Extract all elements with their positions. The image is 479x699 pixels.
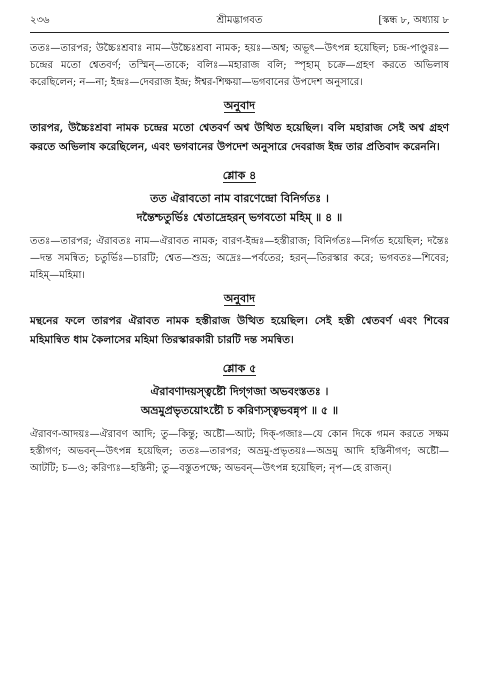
translation-heading: [30, 97, 449, 115]
translation-verse-4: মন্থনের ফলে তারপর ঐরাবত নামক হস্তীরাজ উত্থিত হয়েছিল। সেই হস্তী শ্বেতবর্ণ এবং শিবের মহিমান্বিত ধাম কৈলাসের মহিমা তিরস্কারকারী চারটি দন্ত সমন্বিত।: [30, 315, 449, 346]
verse-line: অভ্রমুপ্রভৃতয়োঽষ্টৌ চ করিণ্যস্ত্বভবন্নৃপ ॥ ৫ ॥: [140, 404, 339, 417]
translation-heading-text: অনুবাদ: [223, 99, 256, 112]
verse-4: [30, 189, 449, 227]
synonyms-verse-5: ঐরাবণ-আদয়ঃ—ঐরাবণ আদি; তু—কিন্তু; অষ্টৌ—আট; দিক্-গজাঃ—যে কোন দিকে গমন করতে সক্ষম হস্তীগণ; অভবন্—উৎপন্ন হয়েছিল; ততঃ—তারপর; অভ্রমু-প্রভৃতয়ঃ—অভ্রমু আদি হস্তিনীগণ; অষ্টৌ—আটটি; চ—ও; করিণ্যঃ—হস্তিনী; তু—বস্তুতপক্ষে; অভবন্—উৎপন্ন হয়েছিল; নৃপ—হে রাজন্।: [30, 429, 449, 474]
synonyms-verse-3: ততঃ—তারপর; উচ্চৈঃশ্রবাঃ নাম—উচ্চৈঃশ্রবা নামক; হয়ঃ—অশ্ব; অভূৎ—উৎপন্ন হয়েছিল; চন্দ্র-পাণ্ডুরঃ—চন্দ্রের মতো শ্বেতবর্ণ; তস্মিন্—তাকে; বলিঃ—মহারাজ বলি; স্পৃহাম্ চক্রে—গ্রহণ করতে অভিলাষ করেছিলেন; ন—না; ইন্দ্রঃ—দেবরাজ ইন্দ্র; ঈশ্বর-শিক্ষয়া—ভগবানের উপদেশ অনুসারে।: [30, 43, 449, 88]
verse-5: [30, 382, 449, 420]
book-title: শ্রীমদ্ভাগবত: [216, 15, 263, 26]
verse-line: ঐরাবণাদয়স্ত্বষ্টৌ দিগ্‌গজা অভবংস্ততঃ ।: [150, 385, 329, 398]
translation-verse-3: তারপর, উচ্চৈঃশ্রবা নামক চন্দ্রের মতো শ্বেতবর্ণ অশ্ব উত্থিত হয়েছিল। বলি মহারাজ সেই অশ্ব গ্রহণ করতে অভিলাষ করেছিলেন, এবং ভগবানের উপদেশ অনুসারে দেবরাজ ইন্দ্র তার প্রতিবাদ করেননি।: [30, 122, 449, 153]
verse-line: তত ঐরাবতো নাম বারণেন্দ্রো বিনির্গতঃ ।: [150, 192, 329, 205]
translation-heading-text: অনুবাদ: [223, 292, 256, 305]
verse-line: দন্তৈশ্চতুর্ভিঃ শ্বেতাদ্রেহরন্ ভগবতো মহিম্ ॥ ৪ ॥: [136, 211, 343, 224]
shloka-heading-5: [30, 360, 449, 378]
header-divider: [30, 32, 449, 33]
page-content: [30, 40, 449, 483]
shloka-heading-5-text: শ্লোক ৫: [222, 362, 257, 375]
shloka-heading-4: [30, 167, 449, 185]
translation-heading: [30, 290, 449, 308]
page-header: [30, 12, 449, 30]
shloka-heading-4-text: শ্লোক ৪: [222, 169, 257, 182]
page-number: ২৩৬: [30, 15, 50, 26]
section-reference: [স্কন্ধ ৮, অধ্যায় ৮: [378, 15, 449, 26]
synonyms-verse-4: ততঃ—তারপর; ঐরাবতঃ নাম—ঐরাবত নামক; বারণ-ইন্দ্রঃ—হস্তীরাজ; বিনির্গতঃ—নির্গত হয়েছিল; দন্তৈঃ—দন্ত সমন্বিত; চতুর্ভিঃ—চারটি; শ্বেত—শুভ্র; অদ্রেঃ—পর্বতের; হরন্—তিরস্কার করে; ভগবতঃ—শিবের; মহিম্—মহিমা।: [30, 236, 449, 281]
